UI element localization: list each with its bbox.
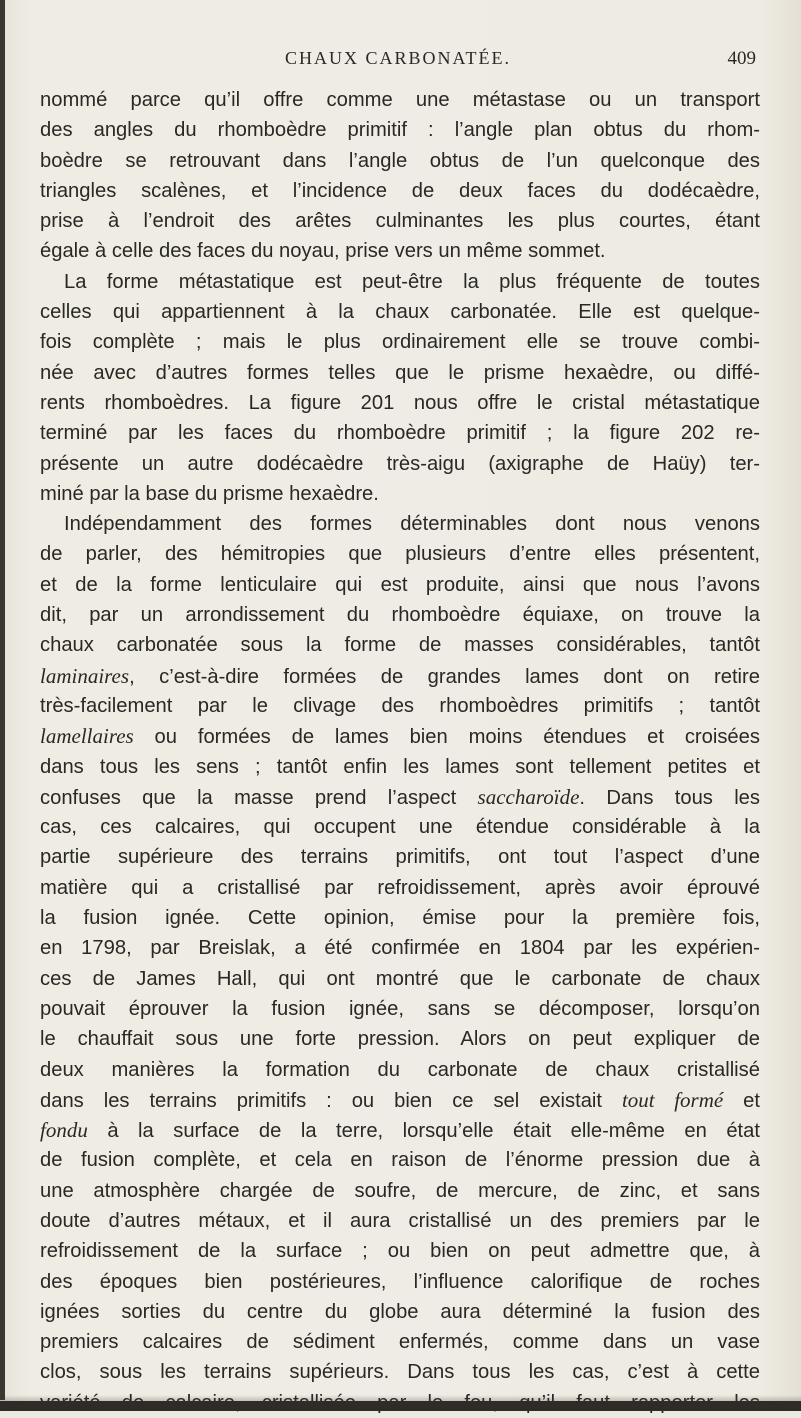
text-line: boèdre se retrouvant dans l’angle obtus de l’un quelconque des <box>40 149 760 172</box>
text-line: fois complète ; mais le plus ordinairement elle se trouve combi- <box>40 331 760 354</box>
text-line <box>40 1115 760 1145</box>
page-number: 409 <box>727 48 756 69</box>
text-line: dans tous les sens ; tantôt enfin les lames sont tellement petites et <box>40 755 760 778</box>
italic-term: laminaires <box>40 663 130 688</box>
text-line: nommé parce qu’il offre comme une métastase ou un transport <box>40 89 760 111</box>
text-line <box>40 1085 760 1115</box>
text-line: la fusion ignée. Cette opinion, émise pour la première fois, <box>40 907 760 930</box>
text-line: en 1798, par Breislak, a été confirmée en 1804 par les expérien- <box>40 937 760 960</box>
text-line: clos, sous les terrains supérieurs. Dans tous les cas, c’est à cette <box>40 1361 760 1384</box>
text-line: ignées sorties du centre du globe aura déterminé la fusion des <box>40 1300 760 1323</box>
text-line: ces de James Hall, qui ont montré que le carbonate de chaux <box>40 967 760 990</box>
text-line: chaux carbonatée sous la forme de masses considérables, tantôt <box>40 634 760 657</box>
text-line: égale à celle des faces du noyau, prise vers un même sommet. <box>40 240 606 263</box>
text-line: miné par la base du prisme hexaèdre. <box>40 482 379 505</box>
text-segment: confuses que la masse prend l’aspect <box>40 786 478 809</box>
text-segment: et <box>723 1089 760 1112</box>
text-line: refroidissement de la surface ; ou bien on peut admettre que, à <box>40 1240 760 1263</box>
italic-term: fondu <box>40 1118 88 1143</box>
text-line: et de la forme lenticulaire qui est produite, ainsi que nous l’avons <box>40 573 760 596</box>
italic-term: tout formé <box>621 1087 724 1112</box>
text-segment: . Dans tous les <box>579 786 760 809</box>
text-segment: à la surface de la terre, lorsqu’elle était elle-même en état <box>87 1120 760 1143</box>
body-text <box>40 85 760 1418</box>
text-line: terminé par les faces du rhomboèdre primitif ; la figure 202 re- <box>40 422 760 445</box>
page-header <box>40 48 756 78</box>
text-line: née avec d’autres formes telles que le prisme hexaèdre, ou diffé- <box>40 361 760 384</box>
text-line: deux manières la formation du carbonate de chaux cristallisé <box>40 1058 760 1081</box>
text-line: pouvait éprouver la fusion ignée, sans se décomposer, lorsqu’on <box>40 997 760 1020</box>
page-binding-edge <box>0 0 5 1400</box>
text-line: partie supérieure des terrains primitifs, ont tout l’aspect d’une <box>40 846 760 869</box>
text-line: des époques bien postérieures, l’influence calorifique de roches <box>40 1270 760 1293</box>
text-line: dit, par un arrondissement du rhomboèdre équiaxe, on trouve la <box>40 604 760 627</box>
text-line: très-facilement par le clivage des rhomboèdres primitifs ; tantôt <box>40 694 760 717</box>
text-line: une atmosphère chargée de soufre, de mercure, de zinc, et sans <box>40 1179 760 1202</box>
text-line: de fusion complète, et cela en raison de l’énorme pression due à <box>40 1149 760 1172</box>
text-line: triangles scalènes, et l’incidence de deux faces du dodécaèdre, <box>40 179 760 202</box>
text-line: matière qui a cristallisé par refroidissement, après avoir éprouvé <box>40 876 760 899</box>
text-line <box>40 661 760 691</box>
text-line: premiers calcaires de sédiment enfermés, comme dans un vase <box>40 1331 760 1354</box>
text-segment: , c’est-à-dire formées de grandes lames dont on retire <box>129 665 760 688</box>
text-line: La forme métastatique est peut-être la plus fréquente de toutes <box>64 270 760 293</box>
text-line: le chauffait sous une forte pression. Alors on peut expliquer de <box>40 1028 760 1051</box>
text-line <box>40 782 760 812</box>
text-line: celles qui appartiennent à la chaux carbonatée. Elle est quelque- <box>40 301 760 324</box>
text-line: présente un autre dodécaèdre très-aigu (axigraphe de Haüy) ter- <box>40 452 760 475</box>
text-line: de parler, des hémitropies que plusieurs d’entre elles présentent, <box>40 543 760 566</box>
text-line: prise à l’endroit des arêtes culminantes les plus courtes, étant <box>40 210 760 233</box>
text-line: Indépendamment des formes déterminables dont nous venons <box>64 513 760 536</box>
text-segment: dans les terrains primitifs : ou bien ce sel existait <box>40 1089 622 1112</box>
text-line: cas, ces calcaires, qui occupent une étendue considérable à la <box>40 816 760 839</box>
italic-term: saccharoïde <box>477 784 580 809</box>
running-title: CHAUX CARBONATÉE. <box>284 48 511 68</box>
page-bottom-edge <box>0 1401 801 1411</box>
italic-term: lamellaires <box>40 724 134 749</box>
text-line: doute d’autres métaux, et il aura cristallisé un des premiers par le <box>40 1209 760 1232</box>
text-line: rents rhomboèdres. La figure 201 nous offre le cristal métastatique <box>40 391 760 414</box>
text-segment: ou formées de lames bien moins étendues et croisées <box>133 726 760 749</box>
text-line: des angles du rhomboèdre primitif : l’angle plan obtus du rhom- <box>40 119 760 142</box>
text-line <box>40 721 760 751</box>
